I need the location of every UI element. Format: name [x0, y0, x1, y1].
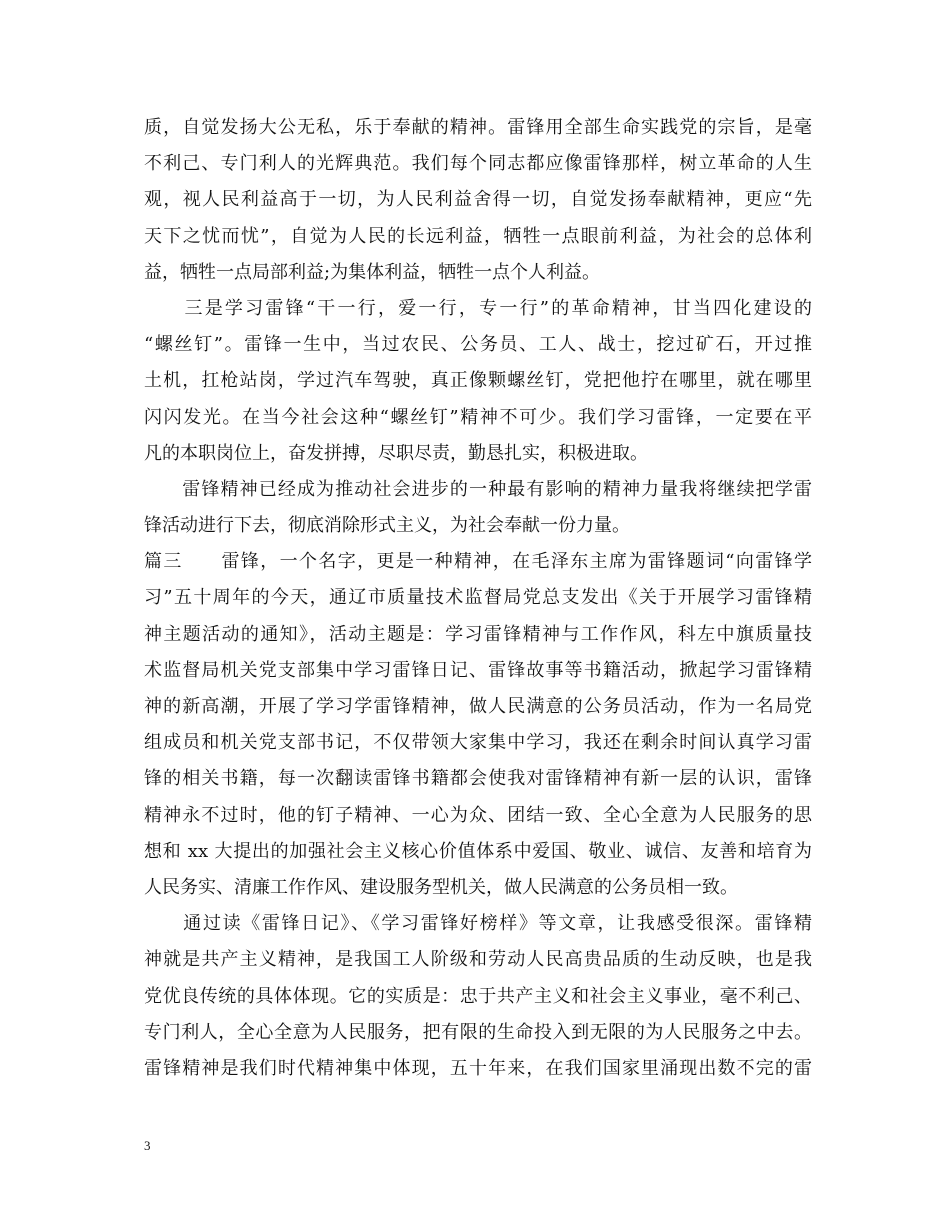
text-line: 凡的本职岗位上，奋发拼搏，尽职尽责，勤恳扎实，积极进取。 — [144, 442, 648, 464]
text-line: 篇三 雷锋，一个名字，更是一种精神，在毛泽东主席为雷锋题词“向雷锋学 — [144, 551, 812, 573]
text-line: 党优良传统的具体体现。它的实质是：忠于共产主义和社会主义事业，毫不利己、 — [144, 985, 812, 1007]
text-line: 精神永不过时，他的钉子精神、一心为众、团结一致、全心全意为人民服务的思 — [144, 804, 812, 826]
text-line: 雷锋精神是我们时代精神集中体现，五十年来，在我们国家里涌现出数不完的雷 — [144, 1057, 812, 1079]
text-line: 组成员和机关党支部书记，不仅带领大家集中学习，我还在剩余时间认真学习雷 — [144, 732, 812, 754]
text-line: 雷锋精神已经成为推动社会进步的一种最有影响的精神力量我将继续把学雷 — [144, 478, 812, 500]
text-line: 不利己、专门利人的光辉典范。我们每个同志都应像雷锋那样，树立革命的人生 — [144, 153, 812, 175]
text-line: 益，牺牲一点局部利益;为集体利益，牺牲一点个人利益。 — [144, 261, 601, 283]
text-line: 观，视人民利益高于一切，为人民利益舍得一切，自觉发扬奉献精神，更应“先 — [144, 189, 812, 211]
text-line: 通过读《雷锋日记》、《学习雷锋好榜样》等文章，让我感受很深。雷锋精 — [144, 913, 812, 935]
text-line: 土机，扛枪站岗，学过汽车驾驶，真正像颗螺丝钉，党把他拧在哪里，就在哪里 — [144, 370, 812, 392]
text-line: 习”五十周年的今天，通辽市质量技术监督局党总支发出《关于开展学习雷锋精 — [144, 587, 812, 609]
text-line: 三是学习雷锋“干一行，爱一行，专一行”的革命精神，甘当四化建设的 — [144, 297, 812, 319]
text-line: 专门利人，全心全意为人民服务，把有限的生命投入到无限的为人民服务之中去。 — [144, 1021, 812, 1043]
text-line: 想和 xx 大提出的加强社会主义核心价值体系中爱国、敬业、诚信、友善和培育为 — [144, 840, 812, 862]
text-line: 质，自觉发扬大公无私，乐于奉献的精神。雷锋用全部生命实践党的宗旨，是毫 — [144, 117, 812, 138]
text-line: 天下之忧而忧”，自觉为人民的长远利益，牺牲一点眼前利益，为社会的总体利 — [144, 225, 812, 247]
page-number: 3 — [144, 1138, 151, 1153]
text-line: 锋的相关书籍，每一次翻读雷锋书籍都会使我对雷锋精神有新一层的认识，雷锋 — [144, 768, 812, 790]
text-line: 神的新高潮，开展了学习学雷锋精神，做人民满意的公务员活动，作为一名局党 — [144, 696, 812, 717]
text-line: 人民务实、清廉工作作风、建设服务型机关，做人民满意的公务员相一致。 — [144, 876, 738, 898]
text-line: 锋活动进行下去，彻底消除形式主义，为社会奉献一份力量。 — [144, 515, 630, 537]
text-line: 神主题活动的通知》，活动主题是：学习雷锋精神与工作作风，科左中旗质量技 — [144, 623, 812, 645]
document-body — [144, 110, 812, 1087]
text-line: 术监督局机关党支部集中学习雷锋日记、雷锋故事等书籍活动，掀起学习雷锋精 — [144, 659, 812, 681]
text-line: 神就是共产主义精神，是我国工人阶级和劳动人民高贵品质的生动反映，也是我 — [144, 949, 812, 971]
text-line: 闪闪发光。在当今社会这种“螺丝钉”精神不可少。我们学习雷锋，一定要在平 — [144, 406, 812, 428]
text-line: “螺丝钉”。雷锋一生中，当过农民、公务员、工人、战士，挖过矿石，开过推 — [144, 334, 812, 356]
